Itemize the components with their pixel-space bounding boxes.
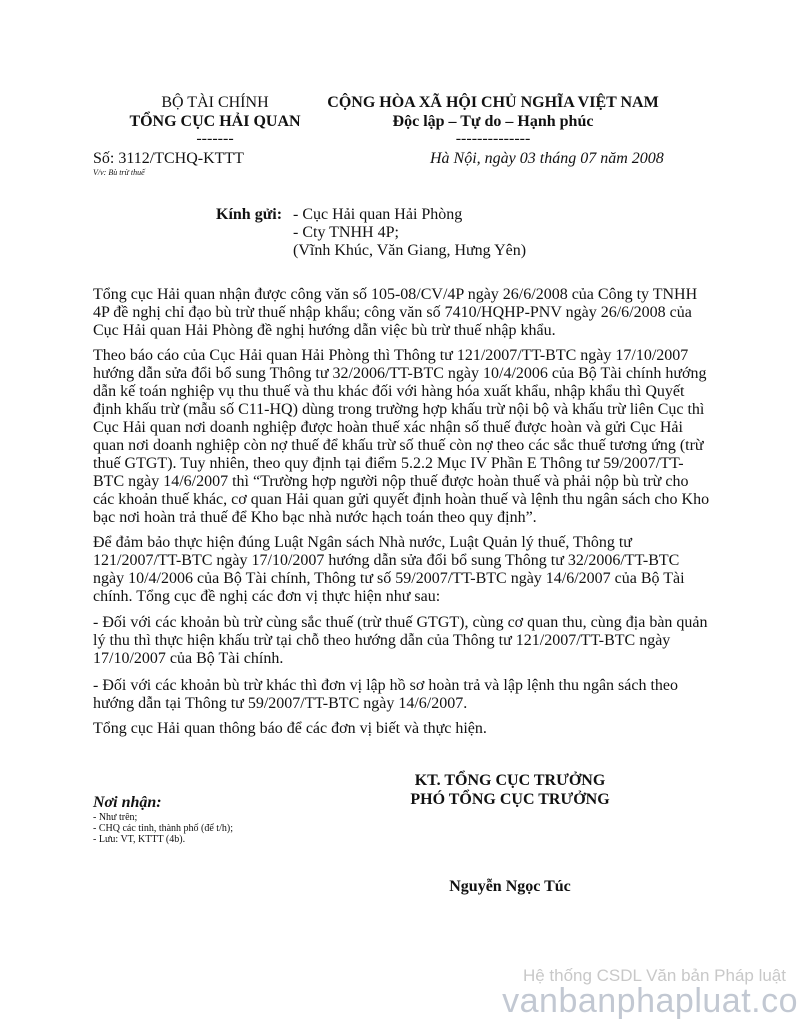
body-paragraph: Tổng cục Hải quan nhận được công văn số 105-08/CV/4P ngày 26/6/2008 của Công ty TNHH 4P đề nghị chỉ đạo bù trừ thuế nhập khẩu; công văn số 7410/HQHP-PNV ngày 26/6/2008 của Cục Hải quan Hải Phòng đề nghị hướng dẫn việc bù trừ thuế nhập khẩu.: [93, 286, 698, 339]
body-paragraph: - Đối với các khoản bù trừ khác thì đơn vị lập hồ sơ hoàn trả và lập lệnh thu ngân sách theo hướng dẫn tại Thông tư 59/2007/TT-BTC ngày 14/6/2007.: [93, 677, 679, 712]
recipients-list-label: Nơi nhận:: [93, 794, 162, 811]
recipients-list-item: - CHQ các tỉnh, thành phố (để t/h);: [93, 823, 233, 834]
signature-title: PHÓ TỔNG CỤC TRƯỞNG: [410, 791, 610, 808]
recipients-label: Kính gửi:: [216, 206, 283, 223]
department-name: TỔNG CỤC HẢI QUAN: [129, 113, 301, 130]
body-paragraph: Theo báo cáo của Cục Hải quan Hải Phòng thì Thông tư 121/2007/TT-BTC ngày 17/10/2007 hướng dẫn sửa đổi bổ sung Thông tư 32/2006/TT-BTC ngày 10/4/2006 của Bộ Tài chính hướng dẫn kế toán nghiệp vụ thu thuế và thu khác đối với hàng hóa xuất khẩu, nhập khẩu thì Quyết định khấu trừ (mẫu số C11-HQ) dùng trong trường hợp khấu trừ nội bộ và khấu trừ liên Cục thì Cục Hải quan nơi doanh nghiệp được hoàn thuế xác nhận số thuế được hoàn và gửi Cục Hải quan nơi doanh nghiệp còn nợ thuế để khấu trừ số thuế còn nợ theo các sắc thuế tương ứng (trừ thuế GTGT). Tuy nhiên, theo quy định tại điểm 5.2.2 Mục IV Phần E Thông tư 59/2007/TT-BTC ngày 14/6/2007 thì “Trường hợp người nộp thuế được hoàn thuế và phải nộp bù trừ cho các khoản thuế khác, cơ quan Hải quan gửi quyết định hoàn thuế và lệnh thu ngân sách cho Kho bạc nơi hoàn trả thuế để Kho bạc nhà nước hạch toán theo quy định”.: [93, 347, 710, 526]
ministry-name: BỘ TÀI CHÍNH: [161, 94, 269, 111]
signature-title: KT. TỔNG CỤC TRƯỞNG: [414, 772, 606, 789]
recipient-line: (Vĩnh Khúc, Văn Giang, Hưng Yên): [293, 242, 527, 259]
department-rule: -------: [196, 130, 234, 147]
recipients-list-item: - Lưu: VT, KTTT (4b).: [93, 834, 186, 845]
recipient-line: - Cục Hải quan Hải Phòng: [293, 206, 463, 223]
motto-rule: --------------: [455, 130, 531, 147]
national-motto: Độc lập – Tự do – Hạnh phúc: [392, 113, 594, 130]
document-number: Số: 3112/TCHQ-KTTT: [93, 150, 244, 167]
signer-name: Nguyễn Ngọc Túc: [449, 878, 571, 895]
body-paragraph: Để đảm bảo thực hiện đúng Luật Ngân sách Nhà nước, Luật Quản lý thuế, Thông tư 121/2007/TT-BTC ngày 17/10/2007 hướng dẫn sửa đổi bổ sung Thông tư 32/2006/TT-BTC ngày 10/4/2006 của Bộ Tài chính, Thông tư số 59/2007/TT-BTC ngày 14/6/2007 của Bộ Tài chính. Tổng cục đề nghị các đơn vị thực hiện như sau:: [93, 534, 685, 605]
watermark-caption: Hệ thống CSDL Văn bản Pháp luật: [522, 966, 786, 985]
place-date: Hà Nội, ngày 03 tháng 07 năm 2008: [430, 150, 664, 167]
watermark-site: vanbanphapluat.co: [502, 982, 798, 1020]
recipients-list-item: - Như trên;: [93, 812, 138, 823]
body-paragraph: - Đối với các khoản bù trừ cùng sắc thuế (trừ thuế GTGT), cùng cơ quan thu, cùng địa bàn quản lý thu thì thực hiện khấu trừ tại chỗ theo hướng dẫn của Thông tư 121/2007/TT-BTC ngày 17/10/2007 của Bộ Tài chính.: [93, 614, 708, 667]
body-paragraph: Tổng cục Hải quan thông báo để các đơn vị biết và thực hiện.: [93, 720, 487, 737]
document-subject: V/v: Bù trừ thuế: [93, 168, 145, 177]
recipient-line: - Cty TNHH 4P;: [293, 224, 399, 241]
country-name: CỘNG HÒA XÃ HỘI CHỦ NGHĨA VIỆT NAM: [327, 94, 659, 111]
